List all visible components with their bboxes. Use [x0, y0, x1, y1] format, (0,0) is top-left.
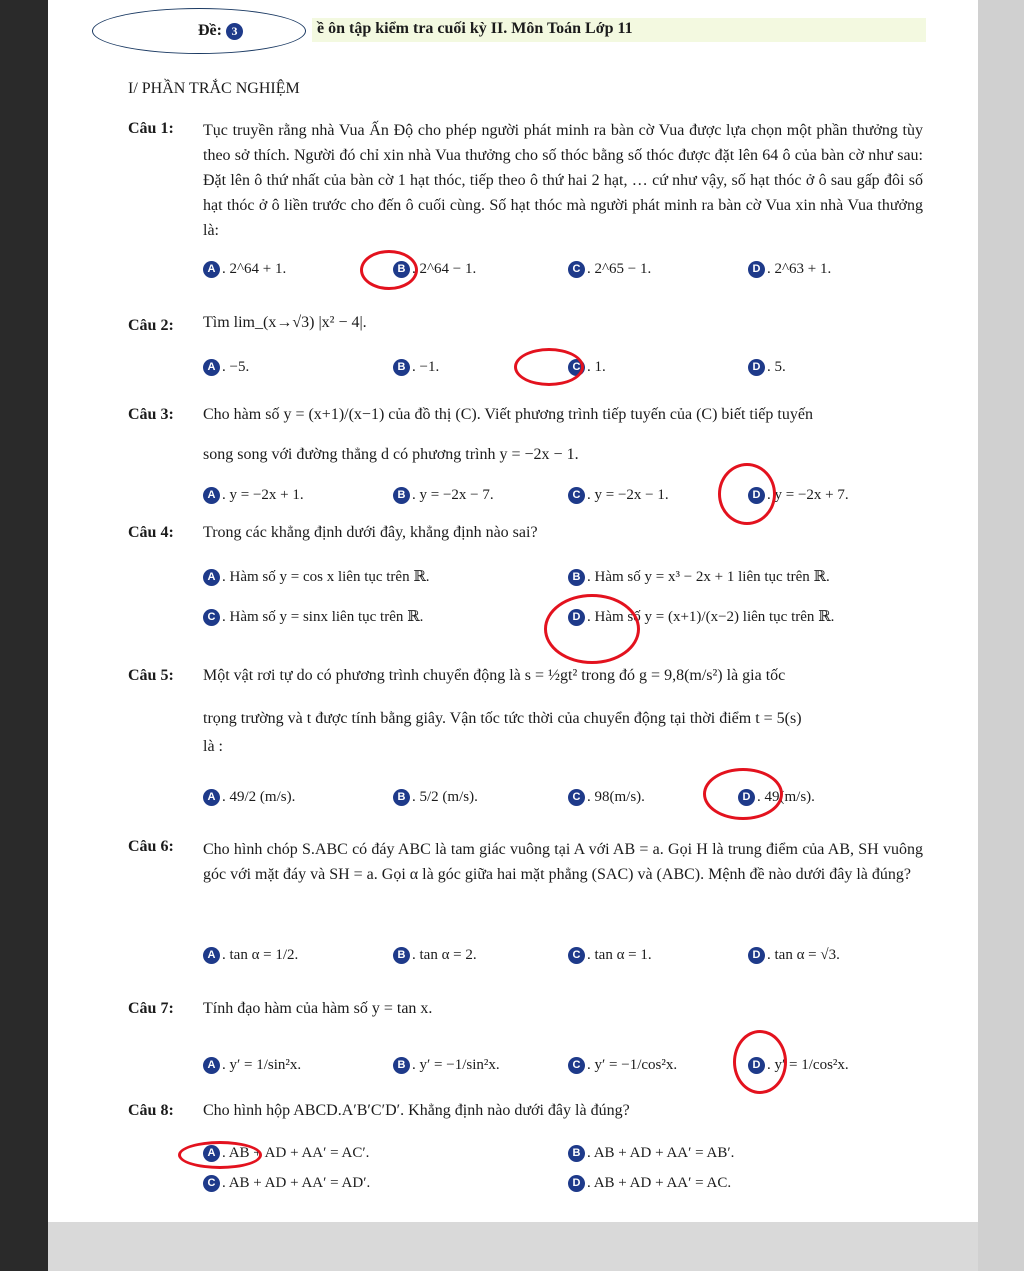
option-c[interactable]: C . AB + AD + AA′ = AD′.: [203, 1175, 370, 1192]
option-a[interactable]: A . y′ = 1/sin²x.: [203, 1057, 301, 1074]
option-b-icon: B: [393, 261, 410, 278]
option-b-icon: B: [568, 569, 585, 586]
option-c-icon: C: [568, 947, 585, 964]
option-d[interactable]: D . AB + AD + AA′ = AC.: [568, 1175, 731, 1192]
option-b-icon: B: [393, 789, 410, 806]
option-b[interactable]: B . 2^64 − 1.: [393, 261, 476, 278]
option-a[interactable]: A . 2^64 + 1.: [203, 261, 286, 278]
option-c-icon: C: [568, 487, 585, 504]
option-value: tan α = √3.: [774, 947, 840, 963]
question-label: Câu 8:: [128, 1102, 174, 1119]
left-dark-strip: [0, 0, 48, 1271]
option-a-icon: A: [203, 487, 220, 504]
option-value: 2^64 + 1.: [229, 261, 287, 277]
question-label: Câu 7:: [128, 1000, 174, 1017]
option-d[interactable]: D . tan α = √3.: [748, 947, 840, 964]
option-a-icon: A: [203, 789, 220, 806]
option-value: y = −2x + 1.: [229, 487, 304, 503]
option-c-icon: C: [568, 1057, 585, 1074]
option-value: −1.: [419, 359, 440, 375]
question-label: Câu 1:: [128, 120, 174, 137]
option-b[interactable]: B . AB + AD + AA′ = AB′.: [568, 1145, 734, 1162]
option-a-icon: A: [203, 1057, 220, 1074]
question-text: Tìm lim_(x→√3) |x² − 4|.: [203, 314, 367, 331]
page-bottom-band: [48, 1222, 978, 1271]
option-d[interactable]: D . y′ = 1/cos²x.: [748, 1057, 849, 1074]
option-value: y = −2x − 7.: [419, 487, 494, 503]
question-label: Câu 6:: [128, 838, 174, 855]
option-value: 5.: [774, 359, 786, 375]
option-b[interactable]: B . y′ = −1/sin²x.: [393, 1057, 500, 1074]
option-b[interactable]: B . −1.: [393, 359, 439, 376]
option-value: y = −2x + 7.: [774, 487, 849, 503]
option-value: AB + AD + AA′ = AB′.: [593, 1145, 735, 1161]
option-a-icon: A: [203, 569, 220, 586]
option-value: Hàm số y = (x+1)/(x−2) liên tục trên ℝ.: [594, 609, 835, 625]
option-value: y′ = −1/sin²x.: [419, 1057, 500, 1073]
option-d-icon: D: [748, 1057, 765, 1074]
option-d-icon: D: [748, 487, 765, 504]
option-value: tan α = 1.: [594, 947, 652, 963]
option-b[interactable]: B . y = −2x − 7.: [393, 487, 494, 504]
option-a-icon: A: [203, 947, 220, 964]
option-d[interactable]: D . 49(m/s).: [738, 789, 815, 806]
option-b[interactable]: B . Hàm số y = x³ − 2x + 1 liên tục trên ℝ.: [568, 567, 830, 586]
question-text-line3: là :: [203, 738, 223, 755]
option-d[interactable]: D . 2^63 + 1.: [748, 261, 831, 278]
option-value: y′ = −1/cos²x.: [594, 1057, 678, 1073]
de-text: Đề:: [198, 22, 222, 39]
question-text: Tục truyền rằng nhà Vua Ấn Độ cho phép người phát minh ra bàn cờ Vua được lựa chọn một phần thưởng tùy theo sở thích. Người đó chỉ xin nhà Vua thưởng cho số thóc bằng số thóc được đặt lên 64 ô của bàn cờ như sau: Đặt lên ô thứ nhất của bàn cờ 1 hạt thóc, tiếp theo ô thứ hai 2 hạt, … cứ như vậy, số hạt thóc ở ô sau gấp đôi số hạt thóc ở ô liền trước cho đến ô cuối cùng. Số hạt thóc mà người phát minh ra bàn cờ Vua xin nhà Vua thưởng là:: [203, 122, 923, 239]
option-c[interactable]: C . 98(m/s).: [568, 789, 645, 806]
option-d-icon: D: [748, 947, 765, 964]
section-heading: I/ PHẦN TRẮC NGHIỆM: [128, 80, 300, 97]
option-c-icon: C: [203, 609, 220, 626]
option-value: 2^64 − 1.: [419, 261, 477, 277]
option-d[interactable]: D . y = −2x + 7.: [748, 487, 849, 504]
option-a[interactable]: A . Hàm số y = cos x liên tục trên ℝ.: [203, 567, 430, 586]
option-b-icon: B: [568, 1145, 585, 1162]
option-c-icon: C: [568, 359, 585, 376]
option-value: AB + AD + AA′ = AC.: [593, 1175, 732, 1191]
option-d-icon: D: [748, 359, 765, 376]
question-label: Câu 3:: [128, 406, 174, 423]
option-value: 1.: [594, 359, 606, 375]
option-value: 2^63 + 1.: [774, 261, 832, 277]
option-c[interactable]: C . tan α = 1.: [568, 947, 652, 964]
option-d-icon: D: [568, 609, 585, 626]
option-value: −5.: [229, 359, 250, 375]
option-c-icon: C: [203, 1175, 220, 1192]
option-a-icon: A: [203, 1145, 220, 1162]
option-value: 2^65 − 1.: [594, 261, 652, 277]
option-d-icon: D: [748, 261, 765, 278]
question-text-line2: song song với đường thẳng d có phương trình y = −2x − 1.: [203, 446, 579, 463]
question-label: Câu 4:: [128, 524, 174, 541]
option-value: Hàm số y = x³ − 2x + 1 liên tục trên ℝ.: [594, 569, 830, 585]
option-value: y′ = 1/cos²x.: [774, 1057, 849, 1073]
question-text: Tính đạo hàm của hàm số y = tan x.: [203, 1000, 433, 1017]
option-value: tan α = 1/2.: [229, 947, 299, 963]
option-b-icon: B: [393, 1057, 410, 1074]
option-a[interactable]: A . tan α = 1/2.: [203, 947, 298, 964]
option-d[interactable]: D . Hàm số y = (x+1)/(x−2) liên tục trên ℝ.: [568, 607, 834, 626]
question-text-line2: trọng trường và t được tính bằng giây. Vận tốc tức thời của chuyển động tại thời điểm t = 5(s): [203, 710, 802, 727]
exam-number-badge: 3: [226, 23, 243, 40]
option-c[interactable]: C . y = −2x − 1.: [568, 487, 669, 504]
option-b[interactable]: B . tan α = 2.: [393, 947, 477, 964]
option-a-icon: A: [203, 359, 220, 376]
option-b-icon: B: [393, 947, 410, 964]
option-c[interactable]: C . 1.: [568, 359, 606, 376]
option-value: Hàm số y = sinx liên tục trên ℝ.: [229, 609, 424, 625]
option-value: Hàm số y = cos x liên tục trên ℝ.: [229, 569, 430, 585]
option-c-icon: C: [568, 789, 585, 806]
option-value: 98(m/s).: [594, 789, 645, 805]
right-gray-strip: [978, 0, 1024, 1271]
question-text: Cho hình chóp S.ABC có đáy ABC là tam giác vuông tại A với AB = a. Gọi H là trung điểm của AB, SH vuông góc với mặt đáy và SH = a. Gọi α là góc giữa hai mặt phẳng (SAC) và (ABC). Mệnh đề nào dưới đây là đúng?: [203, 841, 923, 883]
question-label: Câu 2:: [128, 317, 174, 334]
option-d-icon: D: [568, 1175, 585, 1192]
option-value: AB + AD + AA′ = AD′.: [228, 1175, 371, 1191]
question-text: Cho hình hộp ABCD.A′B′C′D′. Khẳng định nào dưới đây là đúng?: [203, 1102, 630, 1119]
option-value: 5/2 (m/s).: [419, 789, 478, 805]
question-text: Cho hàm số y = (x+1)/(x−1) của đồ thị (C). Viết phương trình tiếp tuyến của (C) biết tiếp tuyến: [203, 406, 813, 423]
option-c[interactable]: C . y′ = −1/cos²x.: [568, 1057, 677, 1074]
option-b[interactable]: B . 5/2 (m/s).: [393, 789, 478, 806]
option-c[interactable]: C . 2^65 − 1.: [568, 261, 651, 278]
option-a[interactable]: A . y = −2x + 1.: [203, 487, 304, 504]
exam-number-label: [198, 22, 243, 40]
option-value: 49/2 (m/s).: [229, 789, 296, 805]
option-c-icon: C: [568, 261, 585, 278]
question-text: Một vật rơi tự do có phương trình chuyển động là s = ½gt² trong đó g = 9,8(m/s²) là gia tốc: [203, 667, 786, 684]
option-value: 49(m/s).: [764, 789, 815, 805]
option-value: y = −2x − 1.: [594, 487, 669, 503]
option-value: y′ = 1/sin²x.: [229, 1057, 302, 1073]
option-a[interactable]: A . −5.: [203, 359, 249, 376]
question-label: Câu 5:: [128, 667, 174, 684]
option-value: AB + AD + AA′ = AC′.: [228, 1145, 370, 1161]
option-a[interactable]: A . 49/2 (m/s).: [203, 789, 295, 806]
option-b-icon: B: [393, 359, 410, 376]
option-value: tan α = 2.: [419, 947, 477, 963]
option-d-icon: D: [738, 789, 755, 806]
page-title: ề ôn tập kiểm tra cuối kỳ II. Môn Toán Lớp 11: [317, 20, 633, 37]
option-c[interactable]: C . Hàm số y = sinx liên tục trên ℝ.: [203, 607, 423, 626]
option-a-icon: A: [203, 261, 220, 278]
option-a[interactable]: A . AB + AD + AA′ = AC′.: [203, 1145, 369, 1162]
option-b-icon: B: [393, 487, 410, 504]
question-text: Trong các khẳng định dưới đây, khẳng định nào sai?: [203, 524, 538, 541]
option-d[interactable]: D . 5.: [748, 359, 786, 376]
